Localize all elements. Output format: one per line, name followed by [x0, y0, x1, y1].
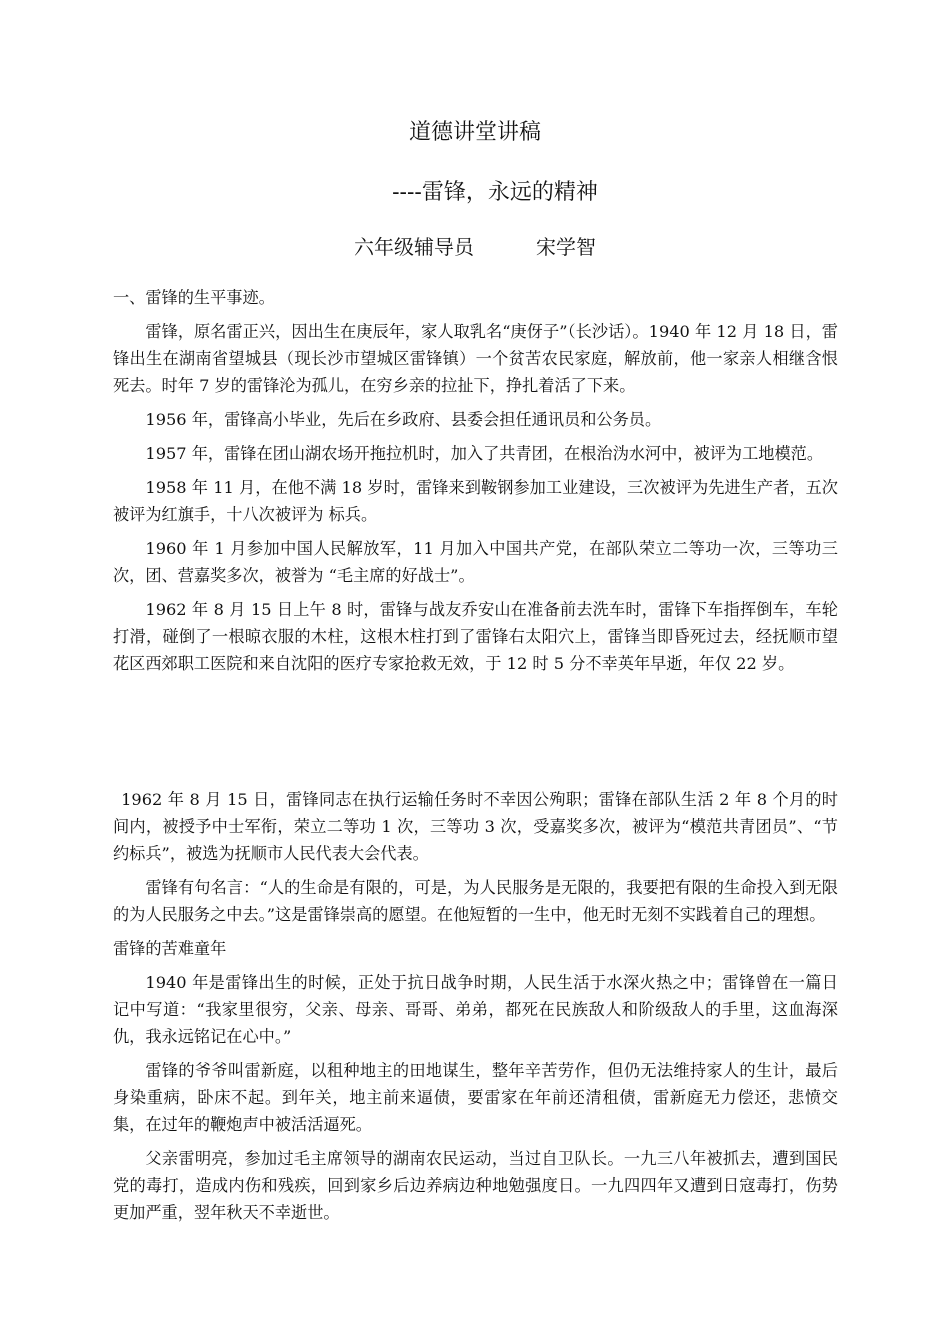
paragraph: 1960 年 1 月参加中国人民解放军，11 月加入中国共产党，在部队荣立二等功一次，三等功三次，团、营嘉奖多次，被誉为 “毛主席的好战士”。 — [113, 539, 838, 585]
section-continued — [113, 786, 838, 1226]
paragraph: 1957 年，雷锋在团山湖农场开拖拉机时，加入了共青团，在根治沩水河中，被评为工地模范。 — [145, 444, 824, 463]
document-title: 道德讲堂讲稿 — [408, 120, 541, 145]
byline-name: 宋学智 — [536, 235, 596, 259]
document-subtitle: ----雷锋，永远的精神 — [392, 180, 598, 205]
byline — [0, 233, 950, 261]
paragraph: 1962 年 8 月 15 日上午 8 时，雷锋与战友乔安山在准备前去洗车时，雷锋下车指挥倒车，车轮打滑，碰倒了一根晾衣服的木柱，这根木柱打到了雷锋右太阳穴上，雷锋当即昏死过去，经抚顺市望花区西郊职工医院和来自沈阳的医疗专家抢救无效，于 12 时 5 分不幸英年早逝，年仅 22 岁。 — [113, 600, 838, 673]
paragraph: 雷锋的爷爷叫雷新庭，以租种地主的田地谋生，整年辛苦劳作，但仍无法维持家人的生计，最后身染重病，卧床不起。到年关，地主前来逼债，要雷家在年前还清租债，雷新庭无力偿还，悲愤交集，在过年的鞭炮声中被活活逼死。 — [113, 1061, 838, 1134]
section-heading: 雷锋的苦难童年 — [113, 939, 227, 958]
paragraph: 雷锋有句名言：“人的生命是有限的，可是，为人民服务是无限的，我要把有限的生命投入到无限的为人民服务之中去。”这是雷锋崇高的愿望。在他短暂的一生中，他无时无刻不实践着自己的理想。 — [113, 878, 838, 924]
paragraph: 父亲雷明亮，参加过毛主席领导的湖南农民运动，当过自卫队长。一九三八年被抓去，遭到国民党的毒打，造成内伤和残疾，回到家乡后边养病边种地勉强度日。一九四四年又遭到日寇毒打，伤势更加严重，翌年秋天不幸逝世。 — [113, 1149, 838, 1222]
paragraph: 1940 年是雷锋出生的时候，正处于抗日战争时期，人民生活于水深火热之中；雷锋曾在一篇日记中写道：“我家里很穷，父亲、母亲、哥哥、弟弟，都死在民族敌人和阶级敌人的手里，这血海深仇，我永远铭记在心中。” — [113, 973, 838, 1046]
byline-role: 六年级辅导员 — [354, 235, 474, 259]
paragraph: 1956 年，雷锋高小毕业，先后在乡政府、县委会担任通讯员和公务员。 — [145, 410, 662, 429]
paragraph: 1958 年 11 月，在他不满 18 岁时，雷锋来到鞍钢参加工业建设，三次被评为先进生产者，五次被评为红旗手，十八次被评为 标兵。 — [113, 478, 838, 524]
paragraph: 1962 年 8 月 15 日，雷锋同志在执行运输任务时不幸因公殉职；雷锋在部队生活 2 年 8 个月的时间内，被授予中士军衔，荣立二等功 1 次，三等功 3 次，受嘉奖多次，被评为“模范共青团员”、“节约标兵”，被选为抚顺市人民代表大会代表。 — [113, 790, 838, 863]
section-biography — [113, 284, 838, 677]
section-heading: 一、雷锋的生平事迹。 — [113, 288, 275, 307]
paragraph: 雷锋，原名雷正兴，因出生在庚辰年，家人取乳名“庚伢子”（长沙话）。1940 年 12 月 18 日，雷锋出生在湖南省望城县（现长沙市望城区雷锋镇）一个贫苦农民家庭，解放前，他一家亲人相继含恨死去。时年 7 岁的雷锋沦为孤儿，在穷乡亲的拉扯下，挣扎着活了下来。 — [113, 322, 838, 395]
